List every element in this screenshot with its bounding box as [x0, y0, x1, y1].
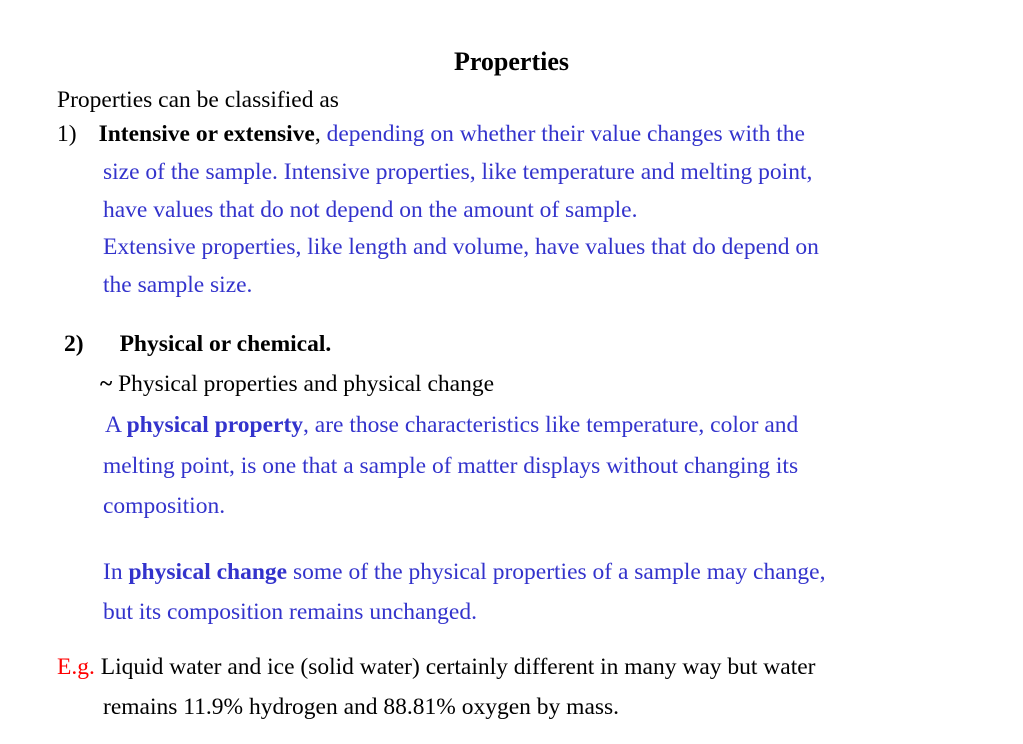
physical-property-line3: composition.: [103, 493, 226, 519]
item1-text-5: the sample size.: [103, 272, 253, 298]
item2-number: 2): [64, 331, 84, 357]
item2-subheading: [100, 369, 494, 399]
physical-property-rest: , are those characteristics like temperature, color and: [303, 412, 799, 438]
physical-change-rest: some of the physical properties of a sample may change,: [287, 559, 826, 585]
physical-property-line1: [105, 410, 798, 440]
tilde-bullet: ~: [100, 371, 113, 397]
item1-text-3: have values that do not depend on the amount of sample.: [103, 197, 638, 223]
item1-line1: [57, 119, 805, 149]
example-line1: [57, 652, 815, 682]
item1-comma: ,: [314, 121, 321, 147]
physical-property-line2: melting point, is one that a sample of matter displays without changing its: [103, 453, 799, 479]
item2-term: Physical or chemical.: [119, 331, 332, 357]
physical-property-lead: A: [105, 412, 127, 438]
item1-text-2: size of the sample. Intensive properties, like temperature and melting point,: [103, 159, 813, 185]
physical-change-line1: [103, 557, 825, 587]
item1-text-4: Extensive properties, like length and volume, have values that do depend on: [103, 234, 819, 260]
item2-subheading-text: Physical properties and physical change: [112, 371, 494, 397]
physical-change-lead: In: [103, 559, 129, 585]
item1-term: Intensive or extensive: [98, 121, 315, 147]
item1-text-1: depending on whether their value changes with the: [320, 121, 805, 147]
item2-line: [64, 329, 331, 359]
example-text-1: Liquid water and ice (solid water) certainly different in many way but water: [94, 654, 816, 680]
example-line2: remains 11.9% hydrogen and 88.81% oxygen by mass.: [103, 694, 620, 720]
physical-change-line2: but its composition remains unchanged.: [103, 599, 477, 625]
item1-number: 1): [57, 121, 77, 147]
intro-text: Properties can be classified as: [57, 87, 339, 113]
physical-property-term: physical property: [126, 412, 304, 438]
physical-change-term: physical change: [128, 559, 288, 585]
page-title: Properties: [453, 47, 570, 76]
example-label: E.g.: [57, 654, 95, 680]
